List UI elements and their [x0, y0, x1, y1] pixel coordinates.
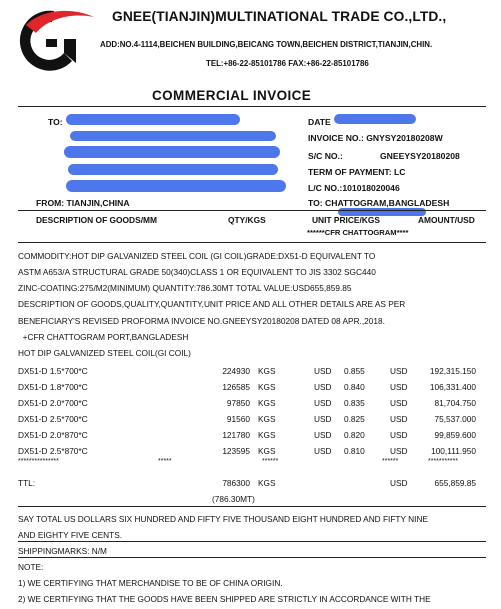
columns-rule: [18, 242, 486, 243]
shipping-marks-rule: [18, 557, 486, 558]
redaction-mark: [68, 164, 278, 175]
item-amount: 192,315.150: [429, 366, 476, 376]
item-currency: USD: [314, 414, 332, 424]
item-currency: USD: [390, 366, 408, 376]
commodity-line: +CFR CHATTOGRAM PORT,BANGLADESH: [18, 332, 189, 342]
sc-label: S/C NO.:: [308, 151, 343, 161]
separator-asterisks: ******: [262, 458, 279, 465]
item-amount: 106,331.400: [429, 382, 476, 392]
item-unit-price: 0.835: [344, 398, 365, 408]
total-metric-tons: (786.30MT): [212, 494, 255, 504]
header-rule: [18, 210, 486, 211]
redaction-mark: [70, 131, 276, 141]
item-description: DX51-D 1.5*700*C: [18, 366, 88, 376]
item-qty: 121780: [222, 430, 250, 440]
item-currency: USD: [314, 430, 332, 440]
item-unit: KGS: [258, 398, 276, 408]
total-unit: KGS: [258, 478, 276, 488]
to-port: TO: CHATTOGRAM,BANGLADESH: [308, 198, 450, 208]
note-line: 2) WE CERTIFYING THAT THE GOODS HAVE BEEN SHIPPED ARE STRICTLY IN ACCORDANCE WITH THE: [18, 594, 431, 604]
commodity-line: HOT DIP GALVANIZED STEEL COIL(GI COIL): [18, 348, 191, 358]
redaction-mark: [66, 180, 286, 192]
commodity-line: ZINC-COATING:275/M2(MINIMUM) QUANTITY:786.30MT TOTAL VALUE:USD655,859.85: [18, 283, 352, 293]
total-amount: 655,859.85: [434, 478, 476, 488]
item-unit-price: 0.855: [344, 366, 365, 376]
say-total-line: SAY TOTAL US DOLLARS SIX HUNDRED AND FIFTY FIVE THOUSAND EIGHT HUNDRED AND FIFTY NINE: [18, 514, 429, 524]
item-currency: USD: [390, 430, 408, 440]
commodity-line: ASTM A653/A STRUCTURAL GRADE 50(340)CLASS 1 OR EQUIVALENT TO JIS 3302 SGC440: [18, 267, 376, 277]
lc-number: L/C NO.:101018020046: [308, 183, 400, 193]
item-currency: USD: [390, 398, 408, 408]
separator-asterisks: ******: [382, 458, 399, 465]
shipping-marks: SHIPPINGMARKS: N/M: [18, 546, 107, 556]
from-port: FROM: TIANJIN,CHINA: [36, 198, 130, 208]
separator-asterisks: ***************: [18, 458, 59, 465]
item-unit-price: 0.825: [344, 414, 365, 424]
item-unit-price: 0.840: [344, 382, 365, 392]
total-qty: 786300: [222, 478, 250, 488]
item-description: DX51-D 2.0*700*C: [18, 398, 88, 408]
date-label: DATE: [308, 117, 331, 127]
col-qty: QTY/KGS: [228, 215, 266, 225]
to-label: TO:: [48, 117, 63, 127]
commodity-line: COMMODITY:HOT DIP GALVANIZED STEEL COIL (GI COIL)GRADE:DX51-D EQUIVALENT TO: [18, 251, 376, 261]
item-qty: 97850: [226, 398, 250, 408]
totals-rule: [18, 506, 486, 507]
company-logo: [2, 3, 98, 71]
item-qty: 123595: [222, 446, 250, 456]
item-currency: USD: [314, 366, 332, 376]
sc-value: GNEEYSY20180208: [380, 151, 460, 161]
redaction-mark: [334, 114, 416, 124]
item-description: DX51-D 1.8*700*C: [18, 382, 88, 392]
separator-asterisks: ***********: [428, 458, 458, 465]
item-unit: KGS: [258, 446, 276, 456]
title-rule: [18, 106, 486, 107]
item-amount: 100,111.950: [431, 446, 476, 456]
item-unit: KGS: [258, 414, 276, 424]
item-description: DX51-D 2.0*870*C: [18, 430, 88, 440]
item-qty: 224930: [222, 366, 250, 376]
item-unit-price: 0.820: [344, 430, 365, 440]
company-address: ADD:NO.4-1114,BEICHEN BUILDING,BEICANG TOWN,BEICHEN DISTRICT,TIANJIN,CHIN.: [100, 40, 433, 49]
redaction-mark: [66, 114, 240, 125]
item-unit: KGS: [258, 382, 276, 392]
item-currency: USD: [314, 446, 332, 456]
logo-numeral: [57, 27, 64, 47]
item-currency: USD: [314, 398, 332, 408]
item-currency: USD: [390, 414, 408, 424]
item-amount: 75,537.000: [434, 414, 476, 424]
item-currency: USD: [390, 446, 408, 456]
item-qty: 91560: [226, 414, 250, 424]
total-label: TTL:: [18, 478, 36, 488]
payment-terms: TERM OF PAYMENT: LC: [308, 167, 406, 177]
col-description: DESCRIPTION OF GOODS/MM: [36, 215, 157, 225]
commodity-line: DESCRIPTION OF GOODS,QUALITY,QUANTITY,UNIT PRICE AND ALL OTHER DETAILS ARE AS PER: [18, 299, 406, 309]
redaction-mark: [64, 146, 280, 158]
col-unit-price: UNIT PRICE/KGS: [312, 215, 380, 225]
item-amount: 99,859.600: [434, 430, 476, 440]
item-unit: KGS: [258, 430, 276, 440]
total-currency: USD: [390, 478, 408, 488]
item-unit: KGS: [258, 366, 276, 376]
item-description: DX51-D 2.5*870*C: [18, 446, 88, 456]
invoice-number: INVOICE NO.: GNYSY20180208W: [308, 133, 443, 143]
item-amount: 81,704.750: [434, 398, 476, 408]
item-description: DX51-D 2.5*700*C: [18, 414, 88, 424]
say-total-line: AND EIGHTY FIVE CENTS.: [18, 530, 123, 540]
note-line: 1) WE CERTIFYING THAT MERCHANDISE TO BE OF CHINA ORIGIN.: [18, 578, 283, 588]
item-unit-price: 0.810: [344, 446, 365, 456]
cfr-note: ******CFR CHATTOGRAM****: [307, 228, 409, 237]
company-tel-fax: TEL:+86-22-85101786 FAX:+86-22-85101786: [206, 59, 369, 68]
say-total-rule: [18, 541, 486, 542]
commodity-line: BENEFICIARY'S REVISED PROFORMA INVOICE NO.GNEEYSY20180208 DATED 08 APR.,2018.: [18, 316, 385, 326]
document-title: COMMERCIAL INVOICE: [152, 88, 312, 103]
separator-asterisks: *****: [158, 458, 172, 465]
item-qty: 126585: [222, 382, 250, 392]
item-currency: USD: [314, 382, 332, 392]
note-label: NOTE:: [18, 562, 44, 572]
company-name: GNEE(TIANJIN)MULTINATIONAL TRADE CO.,LTD.,: [112, 9, 447, 24]
col-amount: AMOUNT/USD: [418, 215, 475, 225]
item-currency: USD: [390, 382, 408, 392]
